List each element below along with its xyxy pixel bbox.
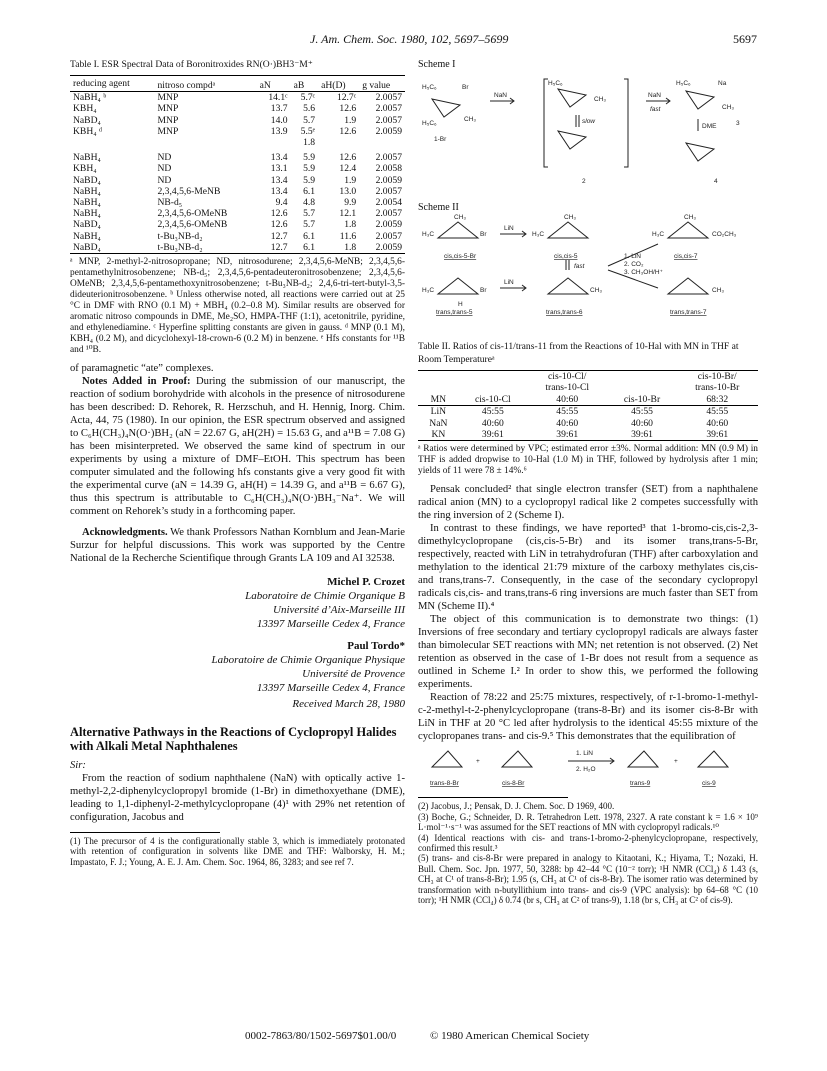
table2-header: MN: [418, 394, 459, 406]
cyclopropane-ring: [432, 751, 462, 767]
footnote-3: (3) Boche, G.; Schneider, D. R. Tetrahedron Lett. 1978, 2327. A rate constant k = 1.6 × 10⁹ L·mol⁻¹·s⁻¹ was assumed for the SET reactions of MN with cyclopropyl radicals.¹⁰: [418, 811, 758, 833]
journal-citation: J. Am. Chem. Soc. 1980, 102, 5697–5699: [310, 32, 509, 46]
cyclopropane-ring: [432, 99, 460, 117]
compound-label: 2: [582, 178, 586, 185]
affiliation: Université d’Aix-Marseille III: [273, 604, 405, 617]
footnote-4: (4) Identical reactions with cis- and trans-1-bromo-2-phenylcyclopropane, respectively, confirmed this result.³: [418, 832, 758, 854]
table-cell: NaBH₄: [73, 185, 101, 197]
table-cell: 13.4: [270, 174, 288, 186]
table-cell: 2.0054: [375, 197, 402, 209]
table2-footnote: ᵃ Ratios were determined by VPC; estimated error ±3%. Normal addition: MN (0.9 M) in THF is added dropwise to 10-Hal (1.0 M) in THF, followed by hydrolysis after 1 min; yields of 11 were 78 ± 14%.⁶: [418, 444, 758, 477]
table-cell: 45:55: [481, 406, 504, 418]
label: Br: [480, 287, 487, 294]
compound-label: cis,cis-7: [674, 253, 698, 260]
label: H₅C₆: [548, 80, 563, 87]
plus-sign: +: [674, 758, 678, 766]
table-row: [70, 186, 405, 197]
ack-body: We thank Professors Nathan Kornblum and Jean-Marie Surzur for helpful discussions. This work was supported by the Centre National de la Recherche Scientifique through Grants LA 109 and AI 32538.: [70, 527, 405, 565]
table-cell: [318, 137, 359, 148]
compound-label: trans-8-Br: [430, 780, 459, 788]
table-cell: 5.7ᶜ: [300, 92, 316, 104]
cyclopropane-ring: [668, 278, 708, 294]
table1-body: [70, 92, 405, 254]
table-cell: 1.9: [344, 174, 357, 186]
scheme3-figure: [418, 743, 758, 789]
compound-label: cis,cis-5: [554, 253, 578, 260]
table1-caption: Table I. ESR Spectral Data of Boronitroxides RN(O·)BH3⁻M⁺: [70, 59, 313, 70]
table-cell: 12.6: [270, 219, 288, 231]
compound-label: trans-9: [630, 780, 651, 788]
affiliation: Laboratoire de Chimie Organique B: [245, 590, 405, 603]
right-column: [418, 58, 758, 906]
table-cell: 40:60: [706, 417, 729, 429]
affiliation: Université de Provence: [302, 668, 405, 681]
running-header: [0, 32, 827, 52]
table-cell: 39:61: [459, 429, 527, 441]
reagent-label: NaN: [494, 92, 508, 99]
table-cell: 40:60: [481, 417, 504, 429]
table-row: [418, 418, 758, 429]
compound-label: trans,trans-5: [436, 309, 473, 316]
table-cell: 13.0: [339, 185, 357, 197]
table-cell: 1.8: [318, 242, 359, 254]
label: CH₃: [590, 287, 603, 294]
table2-header: trans-10-Br: [695, 382, 740, 394]
table-row: [418, 406, 758, 418]
table-cell: NaBD₄: [73, 174, 101, 186]
table-cell: 5.9: [303, 152, 316, 164]
table-cell: 11.6: [339, 230, 357, 242]
table-cell: 14.0: [270, 114, 288, 126]
table-cell: 9.9: [344, 197, 357, 209]
reagent-step: 2. CO₂: [624, 261, 644, 268]
received-date: Received March 28, 1980: [292, 698, 405, 711]
table-row: [70, 137, 405, 148]
table2-body: [418, 406, 758, 441]
table2-header: [418, 382, 459, 393]
footnote-2: (2) Jacobus, J.; Pensak, D. J. Chem. Soc. D 1969, 400.: [418, 801, 615, 812]
table-cell: NaBD₄: [73, 114, 101, 126]
table-row: [70, 126, 405, 137]
table-cell: 40:60: [556, 417, 579, 429]
salutation: Sir:: [70, 760, 86, 772]
table-cell: 2.0059: [359, 242, 405, 254]
paragraph: The object of this communication is to demonstrate two things: (1) Inversions of free secondary and tertiary cyclopropyl radicals are always faster than bimolecular SET reactions with MN; net retention is not observed. (2) Net retention as observed in the case of 1-Br does not result from a sequence as outlined in Scheme I.² In order to show this, we performed the following experiments.: [418, 614, 758, 691]
table-cell: NaBH₄: [73, 230, 101, 242]
table-cell: 2.0057: [375, 208, 402, 220]
label: H₃C: [652, 231, 665, 238]
table-cell: 1.9: [344, 114, 357, 126]
table1-col-header: aH(D): [318, 76, 359, 92]
label: H₅C₆: [676, 80, 691, 87]
article-code: 0002-7863/80/1502-5697$01.00/0: [245, 1030, 397, 1042]
label: Br: [480, 231, 487, 238]
table-row: [70, 231, 405, 242]
article-title: Alternative Pathways in the Reactions of Cyclopropyl Halides with Alkali Metal Naphthalenes: [70, 725, 397, 754]
bracket-left: [544, 79, 548, 167]
table-cell: 5.7: [303, 219, 316, 231]
table-cell: ND: [157, 152, 172, 164]
compound-label: 3: [736, 120, 740, 127]
cyclopropane-ring: [698, 751, 728, 767]
paragraph: From the reaction of sodium naphthalene (NaN) with optically active 1-methyl-2,2-diphenylcyclopropyl bromide (1-Br) in dimethoxyethane (DME), leading to 1,1-diphenyl-2-methylcyclopropane (4)¹ with 29% net retention of configuration, Jacobus and: [70, 773, 405, 824]
table-cell: NaBD₄: [73, 219, 101, 231]
table-cell: MNP: [157, 125, 179, 137]
table-cell: 39:61: [608, 429, 677, 441]
table2-header: cis-10-Br/: [677, 371, 758, 383]
label: CH₃: [594, 96, 607, 103]
table-cell: t-Bu₃NB-d₂: [157, 230, 203, 242]
table-cell: 5.5ᵉ: [300, 125, 316, 137]
table-row: [70, 148, 405, 163]
table-cell: NaBH₄: [73, 197, 101, 209]
table-cell: [359, 137, 405, 148]
table-cell: 12.6: [339, 152, 357, 164]
table-cell: 45:55: [706, 406, 729, 418]
table-cell: 13.1: [270, 163, 288, 175]
label: H₃C: [532, 231, 545, 238]
reagent-label: NaN: [648, 92, 662, 99]
table-cell: 5.9: [303, 163, 316, 175]
table-cell: 2.0057: [375, 152, 402, 164]
table-cell: KBH₄: [73, 163, 97, 175]
compound-label: trans,trans-6: [546, 309, 583, 316]
table-cell: MNP: [157, 114, 179, 126]
table-cell: [154, 137, 256, 148]
table1-col-header: nitroso compdᵃ: [154, 76, 256, 92]
table2-header: cis-10-Br: [608, 394, 677, 406]
table-cell: 13.7: [270, 103, 288, 115]
table-cell: 39:61: [527, 429, 608, 441]
table-cell: 12.7: [257, 242, 291, 254]
cyclopropane-ring: [668, 222, 708, 238]
cyclopropane-ring: [548, 222, 588, 238]
reagent-step: 3. CH₃OH/H⁺: [624, 269, 663, 276]
table-cell: NaBH₄: [73, 208, 101, 220]
table-cell: KBH₄: [73, 103, 97, 115]
table-cell: MNP: [157, 103, 179, 115]
table-cell: LiN: [430, 406, 447, 418]
label: H₅C₆: [422, 84, 437, 91]
affiliation: 13397 Marseille Cedex 4, France: [256, 618, 405, 631]
cyclopropane-ring: [548, 278, 588, 294]
table-cell: 12.6: [270, 208, 288, 220]
table-cell: 45:55: [631, 406, 653, 418]
paragraph: of paramagnetic “ate” complexes.: [70, 363, 214, 375]
cyclopropane-ring: [438, 278, 478, 294]
table1-col-header: g value: [359, 76, 405, 92]
table-cell: 12.4: [339, 163, 357, 175]
compound-label: trans,trans-7: [670, 309, 707, 316]
ack-heading: Acknowledgments.: [82, 527, 168, 539]
author-name: Michel P. Crozet: [327, 576, 405, 589]
solvent-label: DME: [702, 123, 717, 130]
table-cell: 2.0059: [375, 125, 402, 137]
table-cell: 12.1: [339, 208, 357, 220]
table-cell: 12.7ᶜ: [336, 92, 357, 104]
reagent-step: 1. LiN: [576, 750, 593, 758]
table-cell: 12.6: [339, 103, 357, 115]
reagent-step: 1. LiN: [624, 253, 641, 260]
label: CH₃: [712, 287, 725, 294]
footnote-5: (5) trans- and cis-8-Br were prepared in analogy to Kitaotani, K.; Hiyama, T.; Nozaki, H. Bull. Chem. Soc. Jpn. 1977, 50, 3288: bp 42–44 °C (10⁻² torr); ¹H NMR (CCl₄) δ 1.43 (s, CH₃ at C¹ of trans-8-Br); 1.95 (s, CH₃ at C¹ of cis-8-Br). The isomer ratio was determined by transformation with n-butyllithium into trans- and cis-9 (VPC analysis): bp 64–68 °C (10 torr); ¹H NMR (CCl₄) δ 0.74 (br s, CH₃ at C² of trans-9), 1.18 (br s, CH₃ at C² of cis-9).: [418, 853, 758, 906]
table2-header: [418, 371, 459, 383]
table-cell: 1.8: [303, 137, 316, 149]
table1-col-header: aN: [257, 76, 291, 92]
table-cell: 13.4: [270, 152, 288, 164]
table2-header: [608, 382, 677, 393]
table-cell: ND: [157, 163, 172, 175]
table-cell: MNP: [157, 92, 179, 104]
table-cell: t-Bu₃NB-d₂: [154, 242, 256, 254]
table-row: [70, 103, 405, 114]
compound-label: 1-Br: [434, 136, 447, 143]
table-cell: 2.0059: [375, 174, 402, 186]
table-cell: 2.0058: [375, 163, 402, 175]
scheme2-figure: [418, 214, 758, 334]
table-cell: 39:61: [677, 429, 758, 441]
cyclopropane-ring: [438, 222, 478, 238]
compound-label: cis-9: [702, 780, 716, 788]
compound-label: cis-8-Br: [502, 780, 525, 788]
table-cell: 2,3,4,5,6-OMeNB: [157, 219, 228, 231]
author-block-1: [70, 575, 405, 631]
table-cell: 2.0057: [375, 230, 402, 242]
table-cell: 1.8: [344, 219, 357, 231]
table2-header: [608, 371, 677, 383]
author-block-2: [70, 639, 405, 711]
table-cell: 2.0059: [375, 219, 402, 231]
reagent-label: LiN: [504, 279, 514, 286]
acknowledgments-paragraph: [70, 526, 405, 565]
table-cell: KBH₄ ᵈ: [73, 125, 102, 137]
label: CH₃: [564, 214, 577, 221]
table-cell: [257, 137, 291, 148]
plus-sign: +: [476, 758, 480, 766]
table-cell: NaBH₄ ᵇ: [73, 92, 107, 104]
table-cell: 4.8: [303, 197, 316, 209]
footnote-1: (1) The precursor of 4 is the configurationally stable 3, which is immediately protonated with retention of configuration in solvents like DME and THF: Walborsky, H. M.; Impastato, F. J.; Young, A. E. J. Am. Chem. Soc. 1964, 86, 3283; and see ref 7.: [70, 836, 405, 867]
table2-header-row: [418, 394, 758, 406]
paragraph: In contrast to these findings, we have reported³ that 1-bromo-cis,cis-2,3-dimethylcyclopropane (cis,cis-5-Br) and its isomer trans,trans-5-Br, respectively, reacted with LiN in tetrahydrofuran (THF) after carboxylation and methylation to the identical 21:79 mixture of the carboxy methylates cis,cis- and trans,trans-7. Consequently, in the case of the secondary cyclopropyl radicals cis,cis- and trans,trans-6 ring inversions are much faster than SET from MN (Scheme II).⁴: [418, 523, 758, 613]
table-cell: KN: [418, 429, 459, 441]
table-cell: 14.1ᶜ: [268, 92, 288, 104]
table-row: [70, 92, 405, 104]
label: CH₃: [454, 214, 467, 221]
left-column: [70, 58, 405, 867]
bracket-right: [624, 79, 628, 167]
reaction-condition: fast: [574, 263, 585, 270]
compound-label: 4: [714, 178, 718, 185]
table-cell: 13.9: [270, 125, 288, 137]
cyclopropane-ring: [558, 89, 586, 107]
table1-col-header: reducing agent: [70, 76, 154, 92]
table-cell: 2.0057: [375, 114, 402, 126]
cyclopropane-ring: [686, 143, 714, 161]
table2-header: trans-10-Cl: [545, 382, 590, 394]
table2-header: [459, 382, 527, 393]
table2-header-row: [418, 371, 758, 383]
copyright: © 1980 American Chemical Society: [430, 1030, 590, 1042]
label: Na: [718, 80, 727, 87]
reaction-condition: fast: [650, 106, 661, 113]
table1-footnote: ᵃ MNP, 2-methyl-2-nitrosopropane; ND, nitrosodurene; 2,3,4,5,6-MeNB; 2,3,4,5,6-pentamethylnitrosobenzene; NB-d₅; 2,3,4,5,6-pentadeuteronitrosobenzene; 2,3,4,5,6-OMeNB; 2,3,4,5,6-pentamethoxynitrosobenzene; t-Bu₃NB-d₂; 2,4,6-tri-tert-butyl-3,5-dideuterionitrosobenzene. ᵇ Unless otherwise noted, all reactions were carried out at 25 °C in DMF with RNO (0.1 M) + MBH₄ (0.2–0.8 M). Similar results are observed for aromatic nitroso compounds in DME, Me₂SO, HMPA-THF (1:1), acetonitrile, pyridine, and ethylenediamine. ᶜ Hyperfine splitting constants are given in gauss. ᵈ MNP (0.1 M), KBH₄ (0.2 M), and dicyclohexyl-18-crown-6 (0.2 M) in benzene. ᵉ Hfs constants for ¹¹B and ¹⁰B.: [70, 257, 405, 356]
cyclopropane-ring: [628, 751, 658, 767]
paragraph: Pensak concluded² that single electron transfer (SET) from a naphthalene radical anion (MN) to a cyclopropyl radical like 2 competes successfully with the ring inversion of 2 (Scheme I).: [418, 484, 758, 522]
table-row: [70, 163, 405, 174]
table1-header-row: [70, 76, 405, 92]
table-row: [418, 429, 758, 441]
table-cell: 2.0057: [375, 92, 402, 104]
table-row: [70, 115, 405, 126]
compound-label: cis,cis-5-Br: [444, 253, 477, 260]
label: H: [458, 301, 463, 308]
notes-added-paragraph: [70, 375, 405, 518]
table-row: [70, 175, 405, 186]
affiliation: 13397 Marseille Cedex 4, France: [256, 682, 405, 695]
table-cell: ND: [157, 174, 172, 186]
affiliation: Laboratoire de Chimie Organique Physique: [211, 654, 405, 667]
table-cell: 6.1: [303, 230, 316, 242]
page-number: 5697: [733, 32, 757, 46]
table-row: [70, 197, 405, 208]
cyclopropane-ring: [686, 91, 714, 109]
table-cell: 2,3,4,5,6-OMeNB: [157, 208, 228, 220]
table-cell: NB-d₅: [157, 197, 183, 209]
table2-header-row: [418, 382, 758, 393]
table1: [70, 75, 405, 254]
notes-heading: Notes Added in Proof:: [82, 376, 191, 388]
cyclopropane-ring: [558, 131, 586, 149]
scheme1-figure: [418, 71, 758, 191]
label: CO₂CH₃: [712, 231, 737, 238]
table-cell: 13.4: [270, 185, 288, 197]
table2-header: 68:32: [677, 394, 758, 406]
scheme2-label: Scheme II: [418, 202, 459, 213]
table-row: [70, 208, 405, 219]
table-cell: 2,3,4,5,6-MeNB: [157, 185, 221, 197]
table-cell: 12.7: [270, 230, 288, 242]
table2: [418, 370, 758, 441]
label: CH₃: [684, 214, 697, 221]
table-cell: 45:55: [556, 406, 579, 418]
table-cell: NaBD₄: [70, 242, 154, 254]
table2-header: [459, 371, 527, 383]
table-cell: 5.6: [303, 103, 316, 115]
table-cell: 5.7: [303, 114, 316, 126]
label: CH₃: [722, 104, 735, 111]
table-cell: 2.0057: [375, 185, 402, 197]
table-cell: 6.1: [291, 242, 319, 254]
reagent-step: 2. H₂O: [576, 766, 596, 774]
paragraph: Reaction of 78:22 and 25:75 mixtures, respectively, of r-1-bromo-1-methyl-c-2-methyl-t-2-phenylcyclopropane (trans-8-Br) and its isomer cis-8-Br with LiN in THF at 20 °C led after hydrolysis to the identical 45:55 mixture of the cyclopropanes trans- and cis-9.⁵ This demonstrates that the equilibration of: [418, 692, 758, 743]
table-row: [70, 219, 405, 230]
table2-header: cis-10-Cl: [459, 394, 527, 406]
scheme1-label: Scheme I: [418, 59, 456, 70]
table-cell: 6.1: [303, 185, 316, 197]
table2-header: 40:60: [527, 394, 608, 406]
table-cell: 40:60: [631, 417, 653, 429]
label: H₃C: [422, 287, 435, 294]
label: Br: [462, 84, 469, 91]
table-cell: NaN: [429, 417, 448, 429]
label: H₅C₆: [422, 120, 437, 127]
table-cell: 2.0057: [375, 103, 402, 115]
table-row: [70, 242, 405, 254]
notes-body: During the submission of our manuscript, the reaction of sodium borohydride with alcohols in the presence of nitrosodurene has been described: D. Rehorek, R. Herzschuh, and H. Hennig, Inorg. Chim. Acta, 44, 75 (1980). In our opinion, the ESR spectrum observed and assigned to C₆H(CH₃)₄N(O·)BH₂ (aN = 22.67 G, aH(2H) = 15.63 G, and a¹¹B = 7.08 G) has been misinterpreted. We observed the same kind of spectrum in our experiments by using a mixture of DMF–EtOH. This spectrum has been computer simulated and the following hfs constants give a very good fit with the experimental curve (aN = 14.39 G, aH(H) = 14.39 G, and a¹¹B = 6.67 G), thus this spectrum is attributable to C₆H(CH₃)₄N(O·)BH₃⁻Na⁺. We will comment on Rehorek’s study in a forthcoming paper.: [70, 376, 405, 518]
table-cell: 5.7: [303, 208, 316, 220]
table-cell: 12.6: [339, 125, 357, 137]
table2-caption: Table II. Ratios of cis-11/trans-11 from the Reactions of 10-Hal with MN in THF at Room Temperatureᵃ: [418, 341, 739, 365]
label: H₃C: [422, 231, 435, 238]
table2-header: cis-10-Cl/: [527, 371, 608, 383]
cyclopropane-ring: [502, 751, 532, 767]
table-cell: NaBH₄: [73, 152, 101, 164]
label: CH₃: [464, 116, 477, 123]
table-cell: 9.4: [275, 197, 288, 209]
table-cell: 5.9: [303, 174, 316, 186]
table1-col-header: aB: [291, 76, 319, 92]
reaction-condition: slow: [582, 118, 596, 125]
table-cell: [70, 137, 154, 148]
author-name: Paul Tordo*: [347, 640, 405, 653]
reagent-label: LiN: [504, 225, 514, 232]
